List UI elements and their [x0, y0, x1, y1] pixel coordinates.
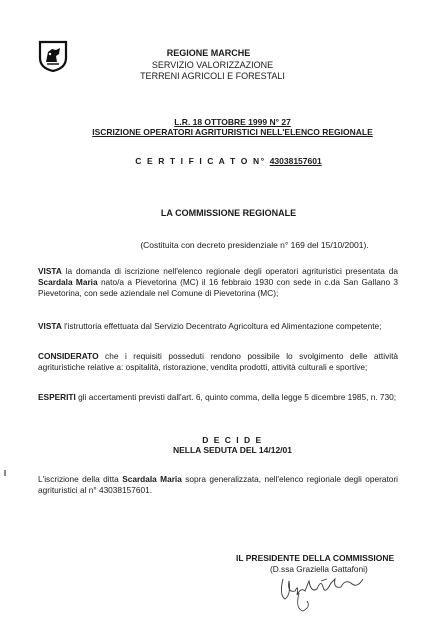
- text: L'iscrizione della ditta: [38, 474, 123, 484]
- text: la domanda di iscrizione nell'elenco regionale degli operatori agrituristici presentata da: [61, 266, 398, 276]
- decision-title: D E C I D E: [202, 435, 263, 445]
- keyword: VISTA: [38, 266, 62, 276]
- paragraph-vista-application: [38, 266, 398, 299]
- handwritten-signature: [265, 565, 380, 615]
- org-name: REGIONE MARCHE: [166, 48, 251, 58]
- law-subject: ISCRIZIONE OPERATORI AGRITURISTICI NELL'ELENCO REGIONALE: [92, 127, 373, 137]
- decision-session: NELLA SEDUTA DEL 14/12/01: [172, 445, 293, 455]
- text: sopra generalizzata, nell'elenco regionale degli operatori agrituristici al n° 43038157601.: [38, 474, 398, 495]
- org-department: TERRENI AGRICOLI E FORESTALI: [140, 71, 285, 81]
- certificate-title: [10, 156, 437, 167]
- commission-title: LA COMMISSIONE REGIONALE: [160, 208, 297, 218]
- applicant-name: Scardala Maria: [38, 277, 98, 287]
- margin-mark: [4, 470, 6, 476]
- text: l'istruttoria effettuata dal Servizio Decentrato Agricoltura ed Alimentazione competente;: [61, 321, 382, 331]
- paragraph-considerato: [38, 351, 398, 373]
- keyword: CONSIDERATO: [38, 351, 99, 361]
- signature-name: (D.ssa Graziella Gattafoni): [270, 564, 368, 574]
- paragraph-esperiti: [38, 392, 398, 403]
- certificate-number: 43038157601: [269, 156, 322, 166]
- applicant-name: Scardala Maria: [122, 474, 182, 484]
- paragraph-decision: [38, 474, 398, 496]
- text: gli accertamenti previsti dall'art. 6, quinto comma, della legge 5 dicembre 1985, n. 730;: [75, 392, 397, 402]
- keyword: VISTA: [38, 321, 62, 331]
- text: che i requisiti posseduti rendono possibile lo svolgimento delle attività agrituristiche relative a: ospitalità, ristorazione, vendita prodotti, attività culturali e sportive;: [38, 351, 398, 372]
- org-service: SERVIZIO VALORIZZAZIONE: [151, 60, 274, 70]
- paragraph-vista-review: [38, 321, 398, 332]
- law-reference: L.R. 18 OTTOBRE 1999 N° 27: [174, 117, 291, 127]
- text: nato/a a Pievetorina (MC) il 16 febbraio 1930 con sede in c.da San Gallano 3 Pievetorina, con sede aziendale nel Comune di Pievetorina (MC);: [38, 277, 398, 298]
- commission-constitution: (Costituita con decreto presidenziale n° 169 del 15/10/2001).: [140, 240, 369, 250]
- keyword: ESPERITI: [38, 392, 76, 402]
- signature-role: IL PRESIDENTE DELLA COMMISSIONE: [236, 553, 395, 563]
- certificate-label: C E R T I F I C A T O N°: [135, 156, 270, 166]
